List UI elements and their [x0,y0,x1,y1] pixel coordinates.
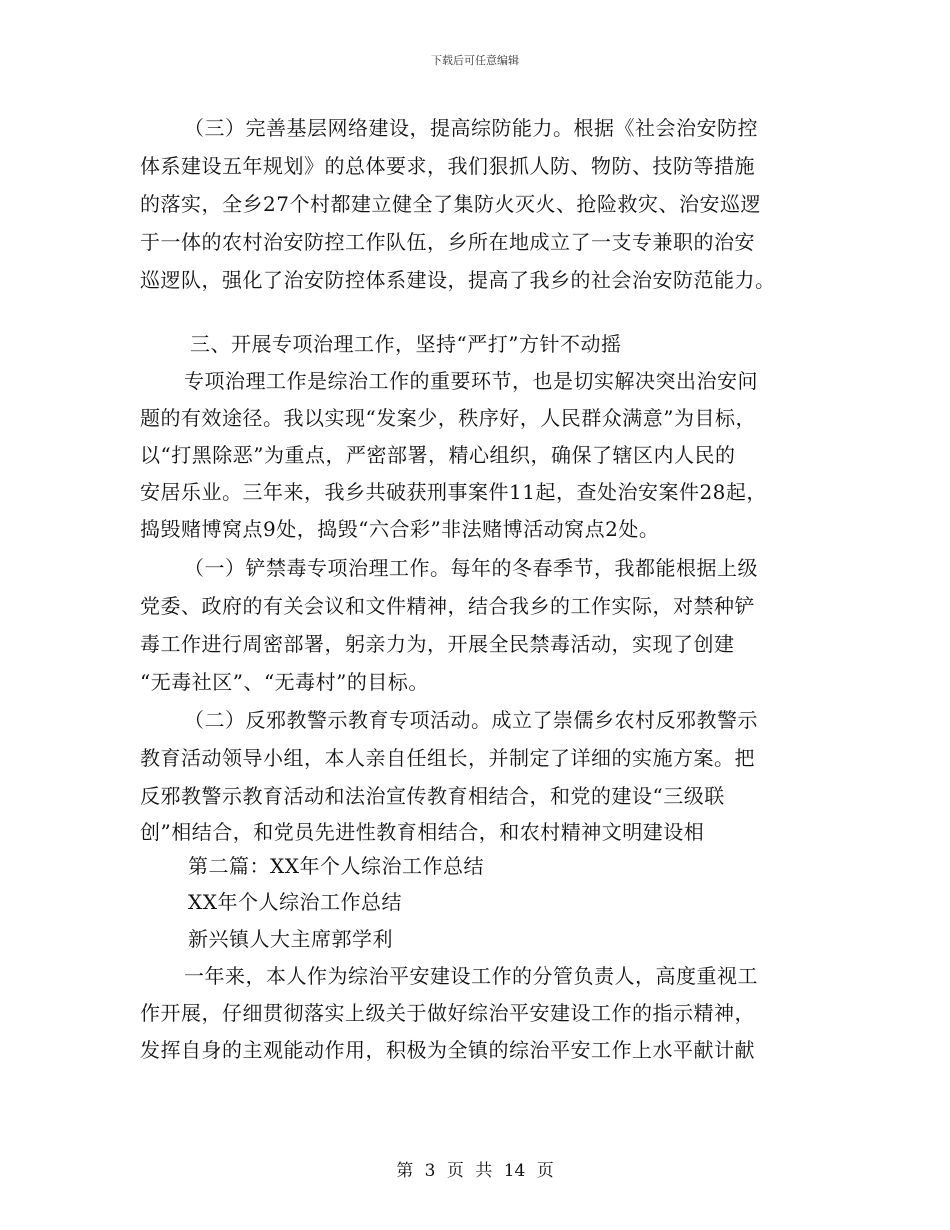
text-line: （三）完善基层网络建设，提高综防能力。根据《社会治安防控 [184,116,758,140]
text-line: 以“打黑除恶”为重点，严密部署，精心组织，确保了辖区内人民的 [140,443,736,467]
text-line: 体系建设五年规划》的总体要求，我们狠抓人防、物防、技防等措施 [140,154,755,178]
text-line: 一年来，本人作为综治平安建设工作的分管负责人，高度重视工 [184,964,758,988]
page-header: 下载后可任意编辑 [431,54,519,67]
text-line: 巡逻队，强化了治安防控体系建设，提高了我乡的社会治安防范能力。 [140,268,776,292]
text-line: 毒工作进行周密部署，躬亲力为，开展全民禁毒活动，实现了创建 [140,632,735,656]
text-line: 发挥自身的主观能动作用，积极为全镇的综治平安工作上水平献计献 [140,1038,755,1062]
text-line: 捣毁赌博窝点9处，捣毁“六合彩”非法赌博活动窝点2处。 [140,517,660,541]
text-line: 创”相结合，和党员先进性教育相结合，和农村精神文明建设相 [140,820,705,844]
text-line: 教育活动领导小组，本人亲自任组长，并制定了详细的实施方案。把 [140,746,755,770]
text-line: 于一体的农村治安防控工作队伍，乡所在地成立了一支专兼职的治安 [140,230,755,254]
text-line: （二）反邪教警示教育专项活动。成立了崇儒乡农村反邪教警示 [184,708,758,732]
text-line: 题的有效途径。我以实现“发案少，秩序好，人民群众满意”为目标， [140,406,756,430]
text-line: 安居乐业。三年来，我乡共破获刑事案件11起，查处治安案件28起， [140,480,767,504]
text-line: 的落实，全乡27个村都建立健全了集防火灭火、抢险救灾、治安巡逻 [140,192,761,216]
section-heading: 三、开展专项治理工作，坚持“严打”方针不动摇 [190,332,622,356]
text-line: “无毒社区”、“无毒村”的目标。 [140,670,429,694]
text-line: （一）铲禁毒专项治理工作。每年的冬春季节，我都能根据上级 [184,556,758,580]
page-footer: 第 3 页 共 14 页 [396,1161,554,1181]
chapter-title: 第二篇：XX年个人综治工作总结 [188,854,484,878]
text-line: 专项治理工作是综治工作的重要环节，也是切实解决突出治安问 [184,369,758,393]
text-line: 作开展，仔细贯彻落实上级关于做好综治平安建设工作的指示精神， [140,1001,755,1025]
text-line: 党委、政府的有关会议和文件精神，结合我乡的工作实际，对禁种铲 [140,594,755,618]
article-title: XX年个人综治工作总结 [188,890,402,914]
author-line: 新兴镇人大主席郭学利 [188,927,393,951]
text-line: 反邪教警示教育活动和法治宣传教育相结合，和党的建设“三级联 [140,784,725,808]
